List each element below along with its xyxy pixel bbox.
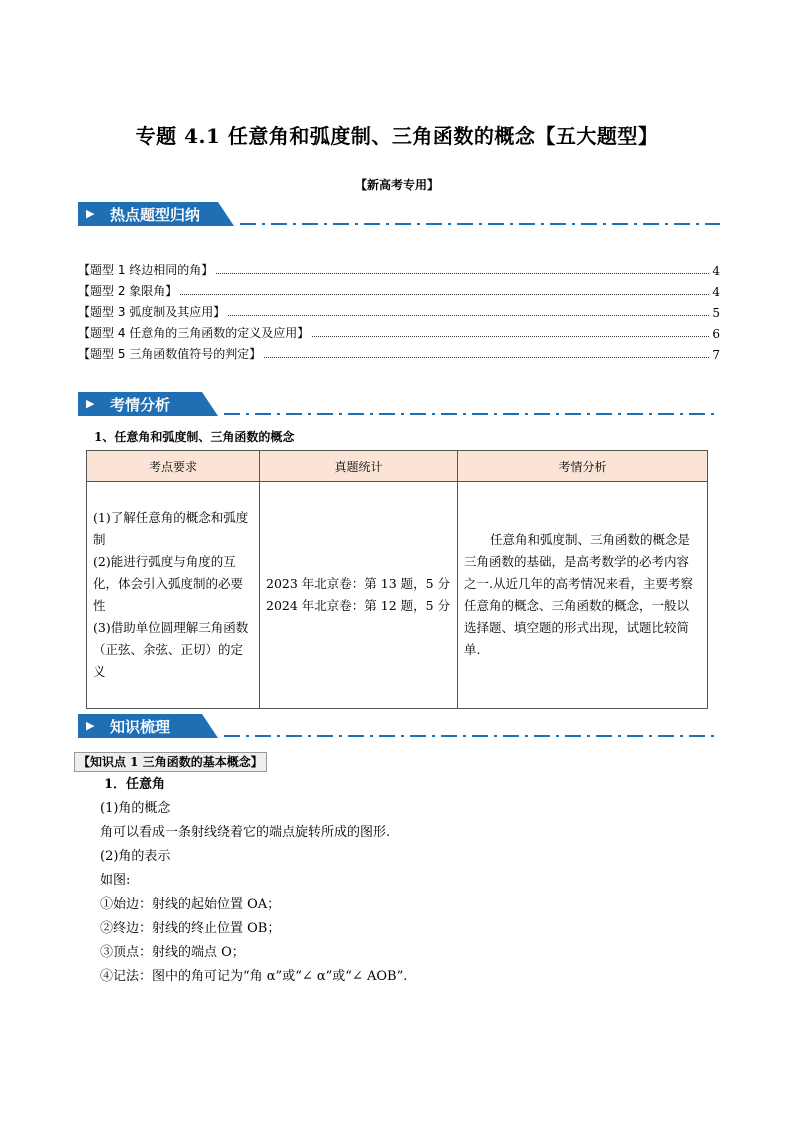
- toc-page: 4: [712, 285, 720, 299]
- requirement-item: (1)了解任意角的概念和弧度制: [93, 510, 249, 547]
- toc-leader: [180, 293, 709, 295]
- toc-label: 【题型 4 任意角的三角函数的定义及应用】: [78, 326, 310, 340]
- play-icon: ▶: [86, 719, 95, 732]
- toc-label: 【题型 1 终边相同的角】: [78, 263, 214, 277]
- section-title: 热点题型归纳: [110, 206, 201, 224]
- toc-page: 4: [712, 264, 720, 278]
- item-title: 1．任意角: [104, 777, 166, 792]
- toc-label: 【题型 2 象限角】: [78, 284, 178, 298]
- toc-label: 【题型 5 三角函数值符号的判定】: [78, 347, 262, 361]
- table-header: 考点要求: [87, 451, 260, 482]
- toc-item[interactable]: [78, 300, 720, 320]
- toc-item[interactable]: [78, 258, 720, 278]
- toc-item[interactable]: [78, 321, 720, 341]
- body-line: ②终边：射线的终止位置 OB；: [100, 921, 281, 936]
- exam-heading: 1、任意角和弧度制、三角函数的概念: [94, 430, 295, 444]
- toc-page: 7: [712, 348, 720, 362]
- play-icon: ▶: [86, 397, 95, 410]
- body-line: 如图:: [100, 873, 131, 888]
- toc-page: 6: [712, 327, 720, 341]
- section-title: 知识梳理: [110, 718, 171, 736]
- knowledge-point-label: 【知识点 1 三角函数的基本概念】: [74, 752, 267, 772]
- body-line: ③顶点：射线的端点 O；: [100, 945, 245, 960]
- exam-table: [86, 450, 708, 709]
- toc-leader: [216, 272, 709, 274]
- section-title: 考情分析: [110, 396, 171, 414]
- toc-item[interactable]: [78, 279, 720, 299]
- page-subtitle: 【新高考专用】: [354, 178, 439, 192]
- stats-cell: [260, 482, 458, 709]
- play-icon: ▶: [86, 207, 95, 220]
- body-line: (1)角的概念: [100, 801, 171, 816]
- toc-page: 5: [712, 306, 720, 320]
- requirement-item: (2)能进行弧度与角度的互化，体会引入弧度制的必要性: [93, 554, 244, 613]
- body-line: ④记法：图中的角可记为“角 α”或“∠ α”或“∠ AOB”.: [100, 969, 408, 984]
- toc-leader: [264, 356, 709, 358]
- section-banner-hot-topics: [78, 200, 720, 228]
- toc-item[interactable]: [78, 342, 720, 362]
- toc-label: 【题型 3 弧度制及其应用】: [78, 305, 226, 319]
- section-banner-knowledge: [78, 712, 720, 740]
- body-line: 角可以看成一条射线绕着它的端点旋转所成的图形.: [100, 825, 391, 840]
- requirements-cell: [87, 482, 260, 709]
- analysis-cell: 任意角和弧度制、三角函数的概念是三角函数的基础，是高考数学的必考内容之一.从近几年的高考情况来看，主要考察任意角的概念、三角函数的概念，一般以选择题、填空题的形式出现，试题比较简单.: [458, 482, 708, 709]
- stat-item: 2023 年北京卷：第 13 题，5 分: [266, 576, 451, 591]
- body-line: ①始边：射线的起始位置 OA；: [100, 897, 281, 912]
- table-header: 考情分析: [458, 451, 708, 482]
- stat-item: 2024 年北京卷：第 12 题，5 分: [266, 598, 451, 613]
- toc-leader: [312, 335, 709, 337]
- page-title: 专题 4.1 任意角和弧度制、三角函数的概念【五大题型】: [135, 124, 659, 148]
- body-line: (2)角的表示: [100, 849, 171, 864]
- toc-leader: [228, 314, 709, 316]
- requirement-item: (3)借助单位圆理解三角函数（正弦、余弦、正切）的定义: [93, 620, 249, 679]
- table-header: 真题统计: [260, 451, 458, 482]
- section-banner-exam-analysis: [78, 390, 720, 418]
